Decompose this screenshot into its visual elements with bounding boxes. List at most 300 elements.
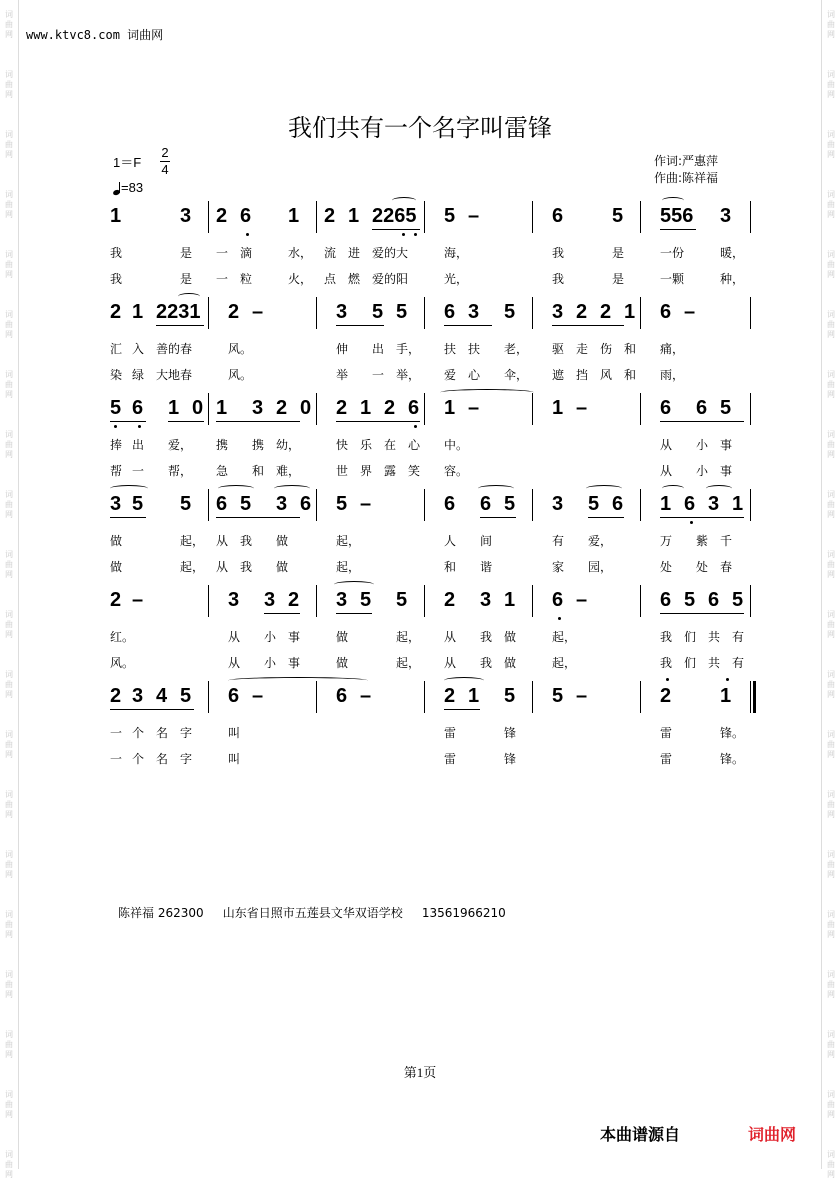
note: 3 [336,589,348,611]
watermark-text: 词 曲 网 [827,10,835,39]
note: 2 [110,685,122,707]
lyric-2: 做 [504,656,517,670]
lyric-2: 我 [552,272,565,286]
barline [208,585,209,617]
lyric-1: 小 [696,438,709,452]
lyric-1: 出 [372,342,385,356]
lyric-2: 雷 [660,752,673,766]
note: 1 [732,493,744,515]
lyric-2: 爱 [444,368,457,382]
beam-underline [168,421,204,422]
lyric-1: 是 [180,246,193,260]
note: 5 [504,301,516,323]
watermark-text: 词 曲 网 [5,1150,13,1179]
watermark-text: 词 曲 网 [5,670,13,699]
lyric-2: 世 [336,464,349,478]
lyric-1: 暖， [720,246,745,260]
lyric-2: 点 [324,272,337,286]
note: 3 [336,301,348,323]
beam-underline [660,517,744,518]
lyric-2: 名 [156,752,169,766]
beam-underline [444,709,480,710]
watermark-text: 词 曲 网 [5,850,13,879]
lyric-1: 有 [552,534,565,548]
lyric-2: 光， [444,272,469,286]
lyric-2: 做 [336,656,349,670]
barline [208,297,209,329]
lyric-1: 入 [132,342,145,356]
lyric-2: 遮 [552,368,565,382]
note: 1 [660,493,672,515]
note: 6 [660,397,672,419]
lyric-2: 雨， [660,368,685,382]
lyricist-credit: 作词:严惠萍 [654,154,719,168]
lyric-2: 一 [372,368,385,382]
barline [750,297,751,329]
barline [316,393,317,425]
lyric-2: 爱的阳 [372,272,409,286]
note: 2 [444,685,456,707]
lyric-1: 千 [720,534,733,548]
note: 6 [132,397,144,419]
lyric-2: 一颗 [660,272,685,286]
lyric-1: 人 [444,534,457,548]
lyric-1: 锋 [504,726,517,740]
lyric-2: 共 [708,656,721,670]
lyric-2: 界 [360,464,373,478]
footer-address: 山东省日照市五莲县文华双语学校 [222,906,403,920]
lyric-1: 从 [660,438,673,452]
note: 2 [384,397,396,419]
lyric-1: 幼， [276,438,301,452]
slur [178,293,200,300]
lyric-2: 雷 [444,752,457,766]
note: 5 [396,301,408,323]
note: 6 [228,685,240,707]
beam-underline [552,325,624,326]
note: 1 [720,685,732,707]
lyric-2: 谐 [480,560,493,574]
lyric-1: 水， [288,246,313,260]
lyric-1: 起， [552,630,577,644]
watermark-text: 词 曲 网 [5,1090,13,1119]
lyric-1: 小 [264,630,277,644]
footer-name: 陈祥福 [118,906,155,920]
lyric-1: 风。 [228,342,253,356]
note: 2 [660,685,672,707]
note: 3 [468,301,480,323]
note: 1 [624,301,636,323]
watermark-text: 词 曲 网 [5,910,13,939]
lyric-1: 是 [612,246,625,260]
note: – [576,589,588,611]
octave-dot [726,678,729,681]
lyric-1: 携 [252,438,265,452]
note: 2 [576,301,588,323]
note: – [468,205,480,227]
barline [750,489,751,521]
quarter-note-icon [113,182,121,195]
barline [640,393,641,425]
octave-dot [414,233,417,236]
lyric-1: 有 [732,630,745,644]
note: 5 [504,685,516,707]
slur [706,485,732,492]
lyric-2: 帮， [168,464,193,478]
lyric-2: 起， [396,656,421,670]
lyric-2: 帮 [110,464,123,478]
beam-underline [336,613,372,614]
octave-dot [414,425,417,428]
source-label: 本曲谱源自 [600,1125,681,1144]
barline [316,585,317,617]
lyric-2: 大地春 [156,368,193,382]
note: 3 [228,589,240,611]
barline [532,393,533,425]
lyric-1: 老， [504,342,529,356]
lyric-1: 携 [216,438,229,452]
lyric-2: 绿 [132,368,145,382]
page-number: 第1页 [403,1065,437,1080]
note: 6 [444,301,456,323]
lyric-1: 捧 [110,438,123,452]
octave-dot [138,425,141,428]
note: 3 [552,301,564,323]
lyric-1: 快 [336,438,349,452]
note: 5 [504,493,516,515]
note: 2 [324,205,336,227]
barline [208,489,209,521]
note: 2 [228,301,240,323]
lyric-2: 风。 [228,368,253,382]
note: 1 [348,205,360,227]
lyric-1: 扶 [444,342,457,356]
watermark-text: 词 曲 网 [827,790,835,819]
note: – [576,685,588,707]
beam-underline [372,229,420,230]
note: 2 [444,589,456,611]
lyric-2: 锋 [504,752,517,766]
lyric-1: 从 [228,630,241,644]
lyric-1: 叫 [228,726,241,740]
barline [532,297,533,329]
note: 6 [696,397,708,419]
slur [478,485,514,492]
note: 6 [408,397,420,419]
footer-contact [118,904,506,921]
note: 6 [552,589,564,611]
beam-underline [264,613,300,614]
note: 3 [720,205,732,227]
note: 5 [612,205,624,227]
watermark-text: 词 曲 网 [827,550,835,579]
lyric-1: 乐 [360,438,373,452]
note: 5 [336,493,348,515]
note: 5 [240,493,252,515]
lyric-2: 我 [660,656,673,670]
note: 6 [660,301,672,323]
watermark-text: 词 曲 网 [5,970,13,999]
note: 4 [156,685,168,707]
lyric-2: 举 [336,368,349,382]
note: 2231 [156,301,201,323]
watermark-text: 词 曲 网 [5,250,13,279]
lyric-1: 一 [216,246,229,260]
watermark-text: 词 曲 网 [5,190,13,219]
lyric-1: 个 [132,726,145,740]
lyric-2: 锋。 [720,752,745,766]
lyric-1: 紫 [696,534,709,548]
note: – [576,397,588,419]
barline [750,585,751,617]
note: 1 [132,301,144,323]
lyric-1: 和 [624,342,637,356]
note: 5 [180,493,192,515]
lyric-1: 起， [180,534,205,548]
note: 5 [132,493,144,515]
lyric-2: 小 [696,464,709,478]
lyric-1: 起， [396,630,421,644]
note: 5 [588,493,600,515]
watermark-text: 词 曲 网 [5,10,13,39]
lyric-2: 风。 [110,656,135,670]
lyric-1: 红。 [110,630,135,644]
lyric-2: 从 [228,656,241,670]
barline [316,201,317,233]
note: 2265 [372,205,417,227]
beam-underline [216,421,300,422]
lyric-2: 和 [444,560,457,574]
note: – [252,301,264,323]
watermark-text: 词 曲 网 [827,730,835,759]
lyric-1: 中。 [444,438,469,452]
note: 2 [600,301,612,323]
barline [424,489,425,521]
note: 3 [180,205,192,227]
watermark-text: 词 曲 网 [5,610,13,639]
note: 6 [216,493,228,515]
barline [532,201,533,233]
lyric-1: 共 [708,630,721,644]
note: 5 [360,589,372,611]
watermark-text: 词 曲 网 [827,610,835,639]
lyric-1: 做 [336,630,349,644]
lyric-2: 心 [468,368,481,382]
watermark-text: 词 曲 网 [827,430,835,459]
lyric-2: 小 [264,656,277,670]
barline [532,489,533,521]
lyric-1: 起， [336,534,361,548]
barline [424,681,425,713]
lyric-1: 爱的大 [372,246,409,260]
footer-phone: 13561966210 [421,906,506,920]
note: 3 [708,493,720,515]
lyric-2: 们 [684,656,697,670]
watermark-text: 词 曲 网 [827,370,835,399]
note: 6 [480,493,492,515]
lyric-2: 和 [252,464,265,478]
barline [316,297,317,329]
right-watermark-strip [821,0,840,1179]
note: 556 [660,205,694,227]
lyric-2: 一 [110,752,123,766]
note: 2 [216,205,228,227]
note: 5 [180,685,192,707]
time-signature-bottom: 4 [161,162,169,177]
lyric-2: 燃 [348,272,361,286]
barline [640,297,641,329]
watermark-text: 词 曲 网 [5,490,13,519]
note: 3 [110,493,122,515]
note: 5 [444,205,456,227]
lyric-2: 难， [276,464,301,478]
lyric-1: 进 [348,246,361,260]
lyric-1: 扶 [468,342,481,356]
slur [444,677,484,684]
beam-underline [216,517,300,518]
note: 5 [396,589,408,611]
note: 6 [336,685,348,707]
note: 3 [276,493,288,515]
barline [640,681,641,713]
note: 3 [480,589,492,611]
octave-dot [558,617,561,620]
slur [440,389,534,396]
note: – [360,493,372,515]
lyric-2: 春 [720,560,733,574]
time-signature-top: 2 [161,145,169,160]
final-barline [753,681,756,713]
lyric-2: 笑 [408,464,421,478]
lyric-1: 爱， [168,438,193,452]
watermark-text: 词 曲 网 [827,490,835,519]
barline [640,489,641,521]
time-signature [160,145,170,178]
lyric-1: 我 [552,246,565,260]
lyric-2: 举， [396,368,421,382]
lyric-1: 从 [444,630,457,644]
barline [316,681,317,713]
note: 1 [216,397,228,419]
lyric-2: 容。 [444,464,469,478]
lyric-1: 间 [480,534,493,548]
note: – [360,685,372,707]
slur [218,485,254,492]
beam-underline [444,325,492,326]
barline [640,585,641,617]
lyric-2: 叫 [228,752,241,766]
lyric-1: 海， [444,246,469,260]
note: 1 [468,685,480,707]
watermark-text: 词 曲 网 [5,130,13,159]
lyric-1: 做 [504,630,517,644]
beam-underline [480,517,516,518]
lyric-2: 我 [110,272,123,286]
note: 3 [132,685,144,707]
lyric-2: 急 [216,464,229,478]
beam-underline [588,517,624,518]
lyric-1: 名 [156,726,169,740]
beam-underline [110,517,146,518]
lyric-1: 滴 [240,246,253,260]
octave-dot [246,233,249,236]
note: 6 [444,493,456,515]
lyric-1: 我 [480,630,493,644]
notation-row [0,299,840,329]
note: 1 [288,205,300,227]
note: 2 [276,397,288,419]
lyric-2: 一 [216,272,229,286]
watermark-text: 词 曲 网 [5,550,13,579]
note: 6 [552,205,564,227]
song-title: 我们共有一个名字叫雷锋 [288,114,552,142]
lyric-2: 起， [180,560,205,574]
lyric-1: 流 [324,246,337,260]
note: 1 [444,397,456,419]
note: 1 [168,397,180,419]
watermark-text: 词 曲 网 [827,670,835,699]
lyric-2: 我 [240,560,253,574]
beam-underline [660,613,744,614]
lyric-1: 雷 [660,726,673,740]
watermark-text: 词 曲 网 [5,790,13,819]
note: 6 [300,493,312,515]
lyric-1: 字 [180,726,193,740]
note: 3 [264,589,276,611]
note: – [684,301,696,323]
note: 6 [660,589,672,611]
lyric-1: 伤 [600,342,613,356]
lyric-2: 做 [276,560,289,574]
lyric-1: 从 [216,534,229,548]
watermark-text: 词 曲 网 [5,430,13,459]
lyric-1: 善的春 [156,342,193,356]
watermark-text: 词 曲 网 [5,1030,13,1059]
lyric-2: 是 [180,272,193,286]
barline [640,201,641,233]
lyric-2: 字 [180,752,193,766]
barline [208,201,209,233]
note: 6 [708,589,720,611]
beam-underline [660,229,696,230]
lyric-1: 我 [110,246,123,260]
lyric-2: 染 [110,368,123,382]
watermark-text: 词 曲 网 [827,970,835,999]
lyric-2: 起， [552,656,577,670]
note: 2 [336,397,348,419]
tempo-value: =83 [121,180,144,195]
lyric-2: 粒 [240,272,253,286]
lyric-2: 和 [624,368,637,382]
lyric-2: 从 [444,656,457,670]
barline [750,681,751,713]
watermark-text: 词 曲 网 [827,130,835,159]
slur [662,485,684,492]
lyric-1: 痛， [660,342,685,356]
note: 3 [252,397,264,419]
lyric-1: 爱， [588,534,613,548]
watermark-text: 词 曲 网 [5,730,13,759]
lyric-1: 事 [288,630,301,644]
lyric-2: 我 [480,656,493,670]
lyric-2: 火， [288,272,313,286]
beam-underline [336,421,420,422]
lyric-1: 锋。 [720,726,745,740]
octave-dot [666,678,669,681]
note: 6 [612,493,624,515]
lyric-2: 一 [132,464,145,478]
note: 5 [684,589,696,611]
